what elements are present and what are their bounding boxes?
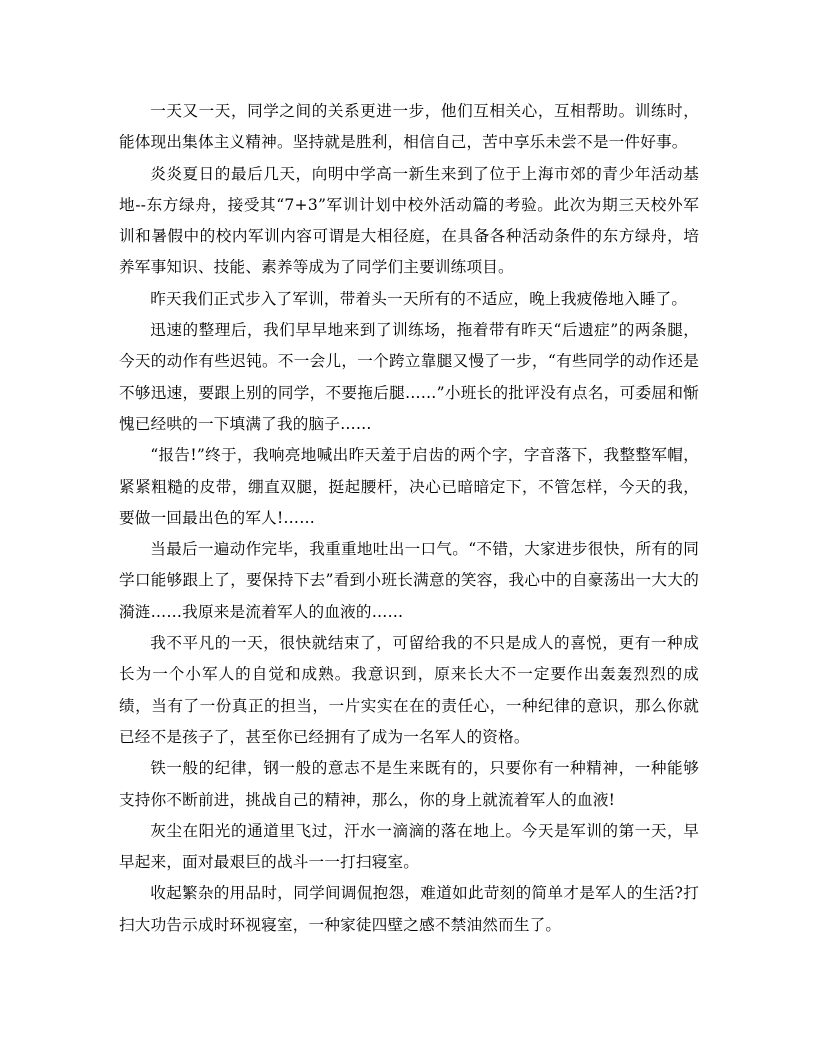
document-body (119, 96, 699, 941)
paragraph-5: “报告!”终于，我响亮地喊出昨天羞于启齿的两个字，字音落下，我整整军帽，紧紧粗糙的皮带，绷直双腿，挺起腰杆，决心已暗暗定下，不管怎样，今天的我，要做一回最出色的军人!…… (119, 446, 699, 527)
paragraph-10: 收起繁杂的用品时，同学间调侃抱怨，难道如此苛刻的简单才是军人的生活?打扫大功告示成时环视寝室，一种家徒四壁之感不禁油然而生了。 (119, 884, 699, 934)
paragraph-9: 灰尘在阳光的通道里飞过，汗水一滴滴的落在地上。今天是军训的第一天，早早起来，面对最艰巨的战斗一一打扫寝室。 (119, 821, 699, 872)
paragraph-4: 迅速的整理后，我们早早地来到了训练场，拖着带有昨天“后遗症”的两条腿，今天的动作有些迟钝。不一会儿，一个跨立靠腿又慢了一步，“有些同学的动作还是不够迅速，要跟上别的同学，不要拖后腿……”小班长的批评没有点名，可委屈和惭愧已经哄的一下填满了我的脑子…… (119, 321, 699, 433)
paragraph-6: 当最后一遍动作完毕，我重重地吐出一口气。“不错，大家进步很快，所有的同学口能够跟上了，要保持下去”看到小班长满意的笑容，我心中的自豪荡出一大大的漪涟……我原来是流着军人的血液的…… (119, 540, 699, 621)
paragraph-2: 炎炎夏日的最后几天，向明中学高一新生来到了位于上海市郊的青少年活动基地--东方绿舟，接受其“7+3”军训计划中校外活动篇的考验。此次为期三天校外军训和暑假中的校内军训内容可谓是大相径庭，在具备各种活动条件的东方绿舟，培养军事知识、技能、素养等成为了同学们主要训练项目。 (119, 164, 699, 277)
paragraph-7: 我不平凡的一天，很快就结束了，可留给我的不只是成人的喜悦，更有一种成长为一个小军人的自觉和成熟。我意识到，原来长大不一定要作出轰轰烈烈的成绩，当有了一份真正的担当，一片实实在在的责任心，一种纪律的意识，那么你就已经不是孩子了，甚至你已经拥有了成为一名军人的资格。 (119, 634, 699, 746)
paragraph-3: 昨天我们正式步入了军训，带着头一天所有的不适应，晚上我疲倦地入睡了。 (150, 289, 688, 308)
paragraph-8: 铁一般的纪律，钢一般的意志不是生来既有的，只要你有一种精神，一种能够支持你不断前进，挑战自己的精神，那么，你的身上就流着军人的血液! (119, 759, 699, 809)
paragraph-1: 一天又一天，同学之间的关系更进一步，他们互相关心，互相帮助。训练时，能体现出集体主义精神。坚持就是胜利，相信自己，苦中享乐未尝不是一件好事。 (119, 102, 699, 152)
